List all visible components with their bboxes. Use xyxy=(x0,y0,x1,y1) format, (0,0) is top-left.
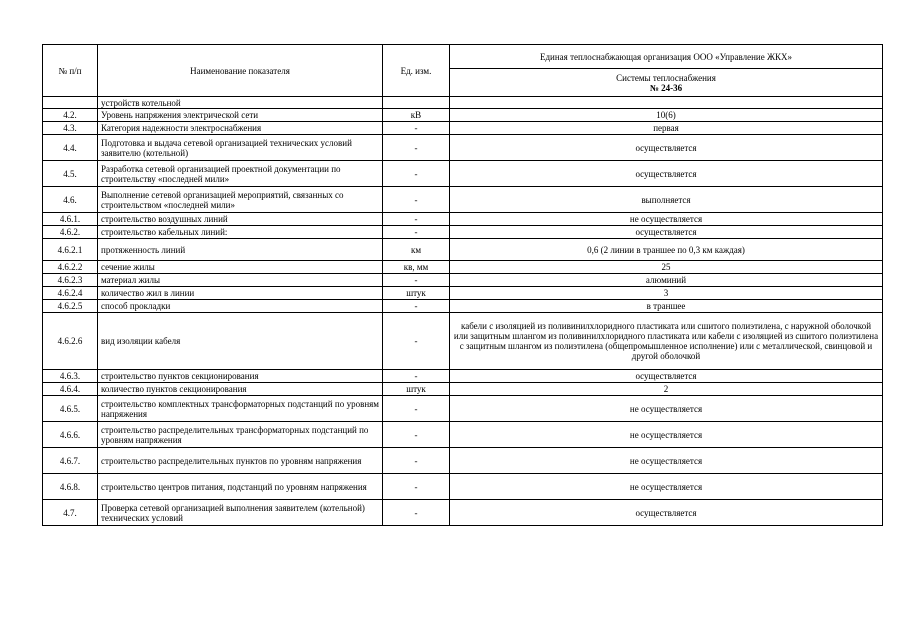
row-unit: - xyxy=(383,213,450,226)
row-num: 4.2. xyxy=(43,109,98,122)
table-row xyxy=(43,383,883,396)
row-value: не осуществляется xyxy=(450,396,883,422)
row-num: 4.6.3. xyxy=(43,370,98,383)
row-name: материал жилы xyxy=(98,274,383,287)
row-value: осуществляется xyxy=(450,135,883,161)
table-row xyxy=(43,109,883,122)
row-unit: кв, мм xyxy=(383,261,450,274)
row-value: 25 xyxy=(450,261,883,274)
row-unit: кВ xyxy=(383,109,450,122)
row-unit: - xyxy=(383,422,450,448)
row-unit: штук xyxy=(383,287,450,300)
row-unit: - xyxy=(383,226,450,239)
row-value: выполняется xyxy=(450,187,883,213)
table-row xyxy=(43,187,883,213)
row-value: не осуществляется xyxy=(450,474,883,500)
row-num: 4.6.4. xyxy=(43,383,98,396)
row-unit: - xyxy=(383,474,450,500)
row-num: 4.6.2. xyxy=(43,226,98,239)
row-unit: - xyxy=(383,274,450,287)
row-unit: штук xyxy=(383,383,450,396)
row-value: кабели с изоляцией из поливинилхлоридного пластиката или сшитого полиэтилена, с наружной оболочкой или защитным шлангом из поливинилхлоридного пластиката или кабели с изоляцией из сшитого полиэтилена с защитным шлангом из полиэтилена (общепромышленное исполнение) или с металлической, свинцовой и другой оболочкой xyxy=(450,313,883,370)
table-row xyxy=(43,135,883,161)
row-num: 4.6.2.6 xyxy=(43,313,98,370)
row-value: осуществляется xyxy=(450,161,883,187)
table-row xyxy=(43,300,883,313)
table-row xyxy=(43,422,883,448)
row-value: 3 xyxy=(450,287,883,300)
row-value: осуществляется xyxy=(450,226,883,239)
row-num: 4.6.2.3 xyxy=(43,274,98,287)
row-num: 4.6.2.4 xyxy=(43,287,98,300)
table-row xyxy=(43,226,883,239)
row-name: строительство центров питания, подстанций по уровням напряжения xyxy=(98,474,383,500)
row-unit: - xyxy=(383,396,450,422)
row-name: Подготовка и выдача сетевой организацией технических условий заявителю (котельной) xyxy=(98,135,383,161)
row-unit: - xyxy=(383,500,450,526)
row-name: строительство кабельных линий: xyxy=(98,226,383,239)
row-name: Проверка сетевой организацией выполнения заявителем (котельной) технических условий xyxy=(98,500,383,526)
row-num: 4.4. xyxy=(43,135,98,161)
row-value xyxy=(450,97,883,109)
row-value: 10(6) xyxy=(450,109,883,122)
row-num: 4.6.2.5 xyxy=(43,300,98,313)
header-org: Единая теплоснабжающая организация ООО «Управление ЖКХ» xyxy=(450,45,883,69)
row-num: 4.6.8. xyxy=(43,474,98,500)
row-num: 4.5. xyxy=(43,161,98,187)
row-unit: - xyxy=(383,161,450,187)
table-row xyxy=(43,396,883,422)
row-unit: - xyxy=(383,122,450,135)
table-body xyxy=(43,97,883,526)
header-systems xyxy=(450,69,883,97)
table-row xyxy=(43,239,883,261)
row-name: строительство распределительных трансформаторных подстанций по уровням напряжения xyxy=(98,422,383,448)
row-name: количество пунктов секционирования xyxy=(98,383,383,396)
row-name: количество жил в линии xyxy=(98,287,383,300)
header-systems-line1: Системы теплоснабжения xyxy=(616,72,716,83)
row-num: 4.6.2.1 xyxy=(43,239,98,261)
header-name: Наименование показателя xyxy=(98,45,383,97)
table-row xyxy=(43,500,883,526)
row-unit: - xyxy=(383,370,450,383)
table-row xyxy=(43,122,883,135)
row-unit: - xyxy=(383,313,450,370)
table-row xyxy=(43,287,883,300)
row-num: 4.7. xyxy=(43,500,98,526)
row-name: устройств котельной xyxy=(98,97,383,109)
row-unit: - xyxy=(383,187,450,213)
row-num xyxy=(43,97,98,109)
row-value: алюминий xyxy=(450,274,883,287)
row-value: в траншее xyxy=(450,300,883,313)
row-name: Выполнение сетевой организацией мероприятий, связанных со строительством «последней мили» xyxy=(98,187,383,213)
row-name: Уровень напряжения электрической сети xyxy=(98,109,383,122)
row-num: 4.3. xyxy=(43,122,98,135)
header-num: № п/п xyxy=(43,45,98,97)
row-value: осуществляется xyxy=(450,370,883,383)
row-name: строительство комплектных трансформаторных подстанций по уровням напряжения xyxy=(98,396,383,422)
table-row xyxy=(43,448,883,474)
row-unit: км xyxy=(383,239,450,261)
table-row xyxy=(43,97,883,109)
row-value: не осуществляется xyxy=(450,448,883,474)
row-value: не осуществляется xyxy=(450,213,883,226)
row-value: первая xyxy=(450,122,883,135)
row-value: 0,6 (2 линии в траншее по 0,3 км каждая) xyxy=(450,239,883,261)
table-row xyxy=(43,313,883,370)
table-row xyxy=(43,370,883,383)
row-unit xyxy=(383,97,450,109)
table-row xyxy=(43,161,883,187)
row-num: 4.6.6. xyxy=(43,422,98,448)
row-unit: - xyxy=(383,135,450,161)
indicators-table xyxy=(42,44,883,526)
header-unit: Ед. изм. xyxy=(383,45,450,97)
row-num: 4.6.1. xyxy=(43,213,98,226)
row-name: протяженность линий xyxy=(98,239,383,261)
row-num: 4.6.7. xyxy=(43,448,98,474)
row-value: не осуществляется xyxy=(450,422,883,448)
row-unit: - xyxy=(383,448,450,474)
row-value: 2 xyxy=(450,383,883,396)
table-row xyxy=(43,274,883,287)
table-row xyxy=(43,474,883,500)
header-systems-line2: № 24-36 xyxy=(649,82,683,93)
row-value: осуществляется xyxy=(450,500,883,526)
row-name: способ прокладки xyxy=(98,300,383,313)
row-name: вид изоляции кабеля xyxy=(98,313,383,370)
row-num: 4.6. xyxy=(43,187,98,213)
row-num: 4.6.2.2 xyxy=(43,261,98,274)
table-row xyxy=(43,213,883,226)
row-name: строительство распределительных пунктов по уровням напряжения xyxy=(98,448,383,474)
row-name: строительство пунктов секционирования xyxy=(98,370,383,383)
row-name: строительство воздушных линий xyxy=(98,213,383,226)
row-num: 4.6.5. xyxy=(43,396,98,422)
table-row xyxy=(43,261,883,274)
row-name: сечение жилы xyxy=(98,261,383,274)
row-unit: - xyxy=(383,300,450,313)
row-name: Категория надежности электроснабжения xyxy=(98,122,383,135)
row-name: Разработка сетевой организацией проектной документации по строительству «последней мили» xyxy=(98,161,383,187)
